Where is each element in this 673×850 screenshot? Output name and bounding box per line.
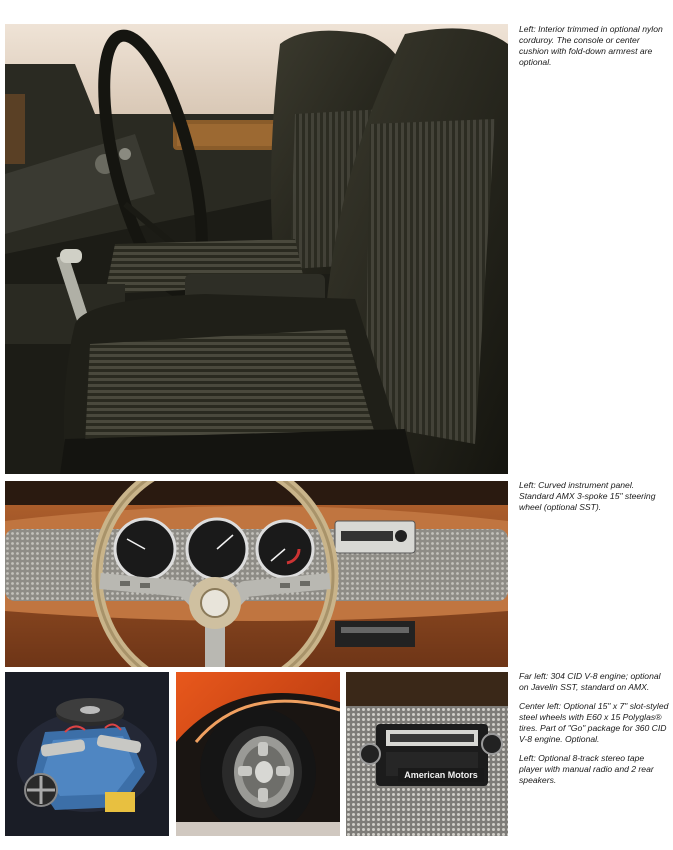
instrument-panel-caption: Left: Curved instrument panel. Standard AMX 3-spoke 15" steering wheel (optional SST).: [519, 480, 656, 512]
interior-caption: Left: Interior trimmed in optional nylon corduroy. The console or center cushion with fold-down armrest are optional.: [519, 24, 663, 67]
accessories-caption-block: [519, 671, 669, 794]
instrument-panel-caption-block: [519, 480, 669, 521]
tape-player-photo: [346, 672, 508, 836]
tape-brand-label: American Motors: [404, 770, 478, 780]
wheel-photo: [176, 672, 340, 836]
interior-caption-block: [519, 24, 669, 76]
engine-photo: [5, 672, 169, 836]
wheel-illustration: [176, 672, 340, 836]
wheels-caption: Center left: Optional 15" x 7" slot-styled steel wheels with E60 x 15 Polyglas® tires. Part of "Go" package for 360 CID V-8 engine. Optional.: [519, 701, 669, 744]
engine-illustration: [5, 672, 169, 836]
engine-caption: Far left: 304 CID V-8 engine; optional on Javelin SST, standard on AMX.: [519, 671, 661, 692]
tape-player-caption: Left: Optional 8-track stereo tape player with manual radio and 2 rear speakers.: [519, 753, 654, 785]
interior-illustration: [5, 24, 508, 474]
instrument-panel-illustration: [5, 481, 508, 667]
instrument-panel-photo: [5, 481, 508, 667]
tape-player-illustration: [346, 672, 508, 836]
interior-photo: [5, 24, 508, 474]
